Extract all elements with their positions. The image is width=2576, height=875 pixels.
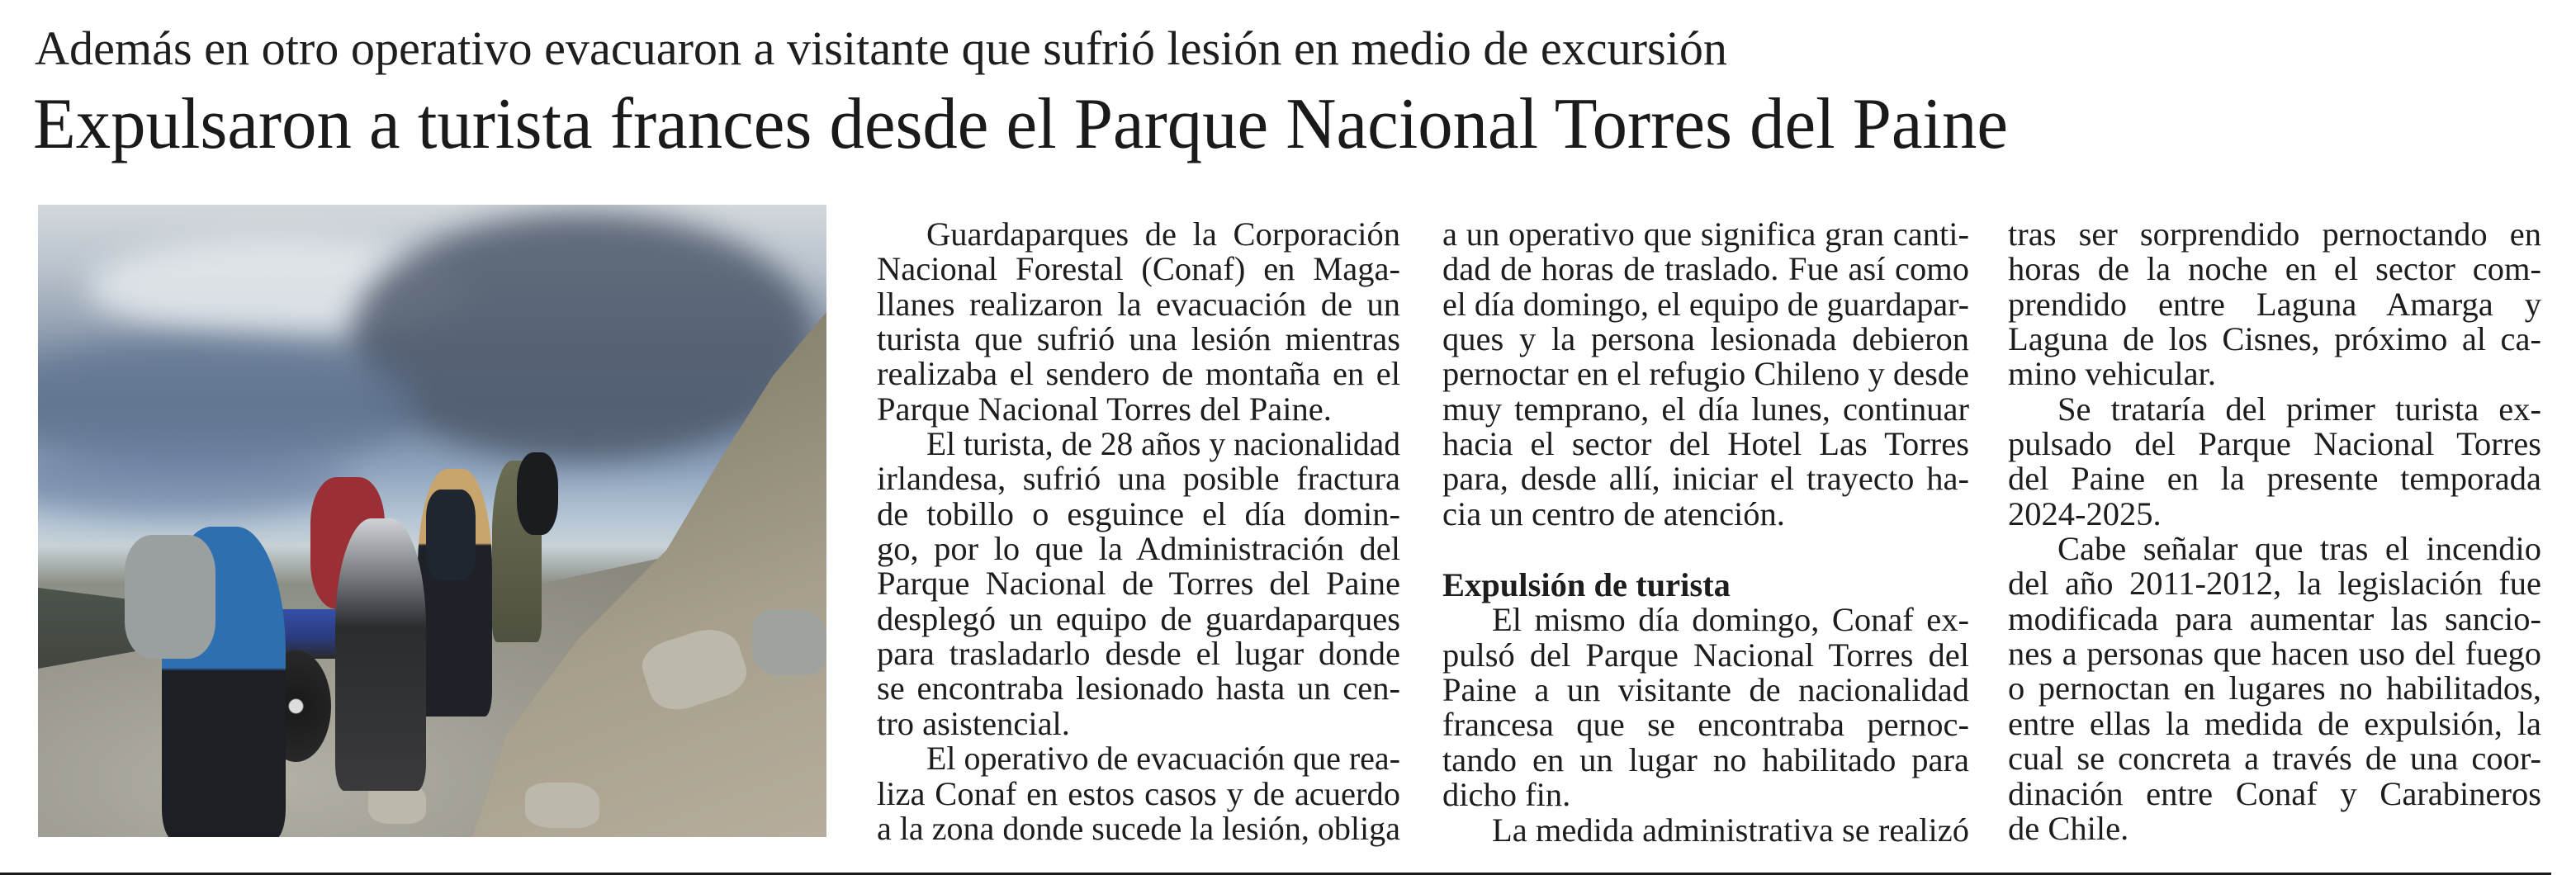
article-column-1 <box>877 217 1400 846</box>
body-text-line: desplegó un equipo de guardaparques <box>877 599 1400 637</box>
photo-backpack <box>517 452 558 535</box>
body-text-line: dad de horas de traslado. Fue así como <box>1442 250 1969 288</box>
body-text-line: a la zona donde sucede la lesión, obliga <box>877 809 1400 847</box>
body-text-line: francesa que se encontraba pernoc- <box>1442 706 1969 744</box>
body-text-line: a un operativo que significa gran canti- <box>1442 215 1969 253</box>
body-text-line: o pernoctan en lugares no habilitados, <box>2008 669 2541 707</box>
body-text-line: El operativo de evacuación que rea- <box>926 740 1400 778</box>
body-text-line: Guardaparques de la Corporación <box>926 215 1400 253</box>
body-text-line: La medida administrativa se realizó <box>1492 811 1969 849</box>
body-text-line: Parque Nacional Torres del Paine. <box>877 390 1332 428</box>
body-text-line: muy temprano, el día lunes, continuar <box>1442 390 1969 428</box>
body-text-line: tro asistencial. <box>877 704 1070 742</box>
body-text-line: El turista, de 28 años y nacionalidad <box>926 425 1400 463</box>
body-text-line: del año 2011-2012, la legislación fue <box>2008 565 2541 603</box>
body-text-line: el día domingo, el equipo de guardapar- <box>1442 285 1969 323</box>
photo-rock <box>525 783 599 828</box>
article-headline: Expulsaron a turista frances desde el Parque Nacional Torres del Paine <box>33 84 2008 164</box>
article-photo <box>38 205 826 837</box>
body-text-line: ques y la persona lesionada debieron <box>1442 320 1969 358</box>
body-text-line: horas de la noche en el sector com- <box>2008 250 2541 288</box>
body-text-line: tando en un lugar no habilitado para <box>1442 740 1969 778</box>
body-text-line: nes a personas que hacen uso del fuego <box>2008 635 2541 673</box>
body-text-line: turista que sufrió una lesión mientras <box>877 320 1400 358</box>
body-text-line: pernoctar en el refugio Chileno y desde <box>1442 355 1969 393</box>
body-text-line: modificada para aumentar las sancio- <box>2008 599 2541 637</box>
body-text-line: para, desde allí, iniciar el trayecto ha- <box>1442 460 1969 498</box>
photo-backpack <box>426 490 476 580</box>
body-text-line: tras ser sorprendido pernoctando en <box>2008 215 2541 253</box>
body-text-line: go, por lo que la Administración del <box>877 530 1400 568</box>
body-text-line: pulsó del Parque Nacional Torres del <box>1442 636 1969 674</box>
body-text-line: llanes realizaron la evacuación de un <box>877 285 1400 323</box>
body-text-line: irlandesa, sufrió una posible fractura <box>877 460 1400 498</box>
body-text-line: liza Conaf en estos casos y de acuerdo <box>877 774 1400 812</box>
body-text-line: Paine a un visitante de nacionalidad <box>1442 671 1969 709</box>
article-kicker: Además en otro operativo evacuaron a visitante que sufrió lesión en medio de excursión <box>35 21 1727 75</box>
photo-rock <box>752 609 826 675</box>
body-text-line: mino vehicular. <box>2008 355 2216 393</box>
photo-cloud <box>38 444 352 518</box>
body-text-line: prendido entre Laguna Amarga y <box>2008 285 2541 323</box>
body-text-line: Parque Nacional de Torres del Paine <box>877 565 1400 603</box>
body-text-line: cual se concreta a través de una coor- <box>2008 740 2541 778</box>
body-text-line: El mismo día domingo, Conaf ex- <box>1492 601 1969 639</box>
body-text-line: de Chile. <box>2008 809 2129 847</box>
section-subhead: Expulsión de turista <box>1442 566 1731 604</box>
article-column-3 <box>2008 217 2541 846</box>
body-text-line: Se trataría del primer turista ex- <box>2057 390 2541 428</box>
photo-backpack <box>125 535 215 659</box>
body-text-line: cia un centro de atención. <box>1442 494 1785 532</box>
body-text-line: Nacional Forestal (Conaf) en Maga- <box>877 250 1400 288</box>
body-text-line: Cabe señalar que tras el incendio <box>2057 530 2541 568</box>
body-text-line: entre ellas la medida de expulsión, la <box>2008 704 2541 742</box>
body-text-line: de tobillo o esguince el día domin- <box>877 494 1400 532</box>
body-text-line: 2024-2025. <box>2008 494 2162 532</box>
body-text-line: pulsado del Parque Nacional Torres <box>2008 425 2541 463</box>
body-text-line: hacia el sector del Hotel Las Torres <box>1442 425 1969 463</box>
article-column-2 <box>1442 217 1969 848</box>
body-text-line: dinación entre Conaf y Carabineros <box>2008 774 2541 812</box>
body-text-line: del Paine en la presente temporada <box>2008 460 2541 498</box>
body-text-line: dicho fin. <box>1442 776 1571 814</box>
body-text-line: para trasladarlo desde el lugar donde <box>877 635 1400 673</box>
photo-ranger <box>335 518 426 791</box>
body-text-line: se encontraba lesionado hasta un cen- <box>877 669 1400 707</box>
body-text-line: Laguna de los Cisnes, próximo al ca- <box>2008 320 2541 358</box>
body-text-line: realizaba el sendero de montaña en el <box>877 355 1400 393</box>
